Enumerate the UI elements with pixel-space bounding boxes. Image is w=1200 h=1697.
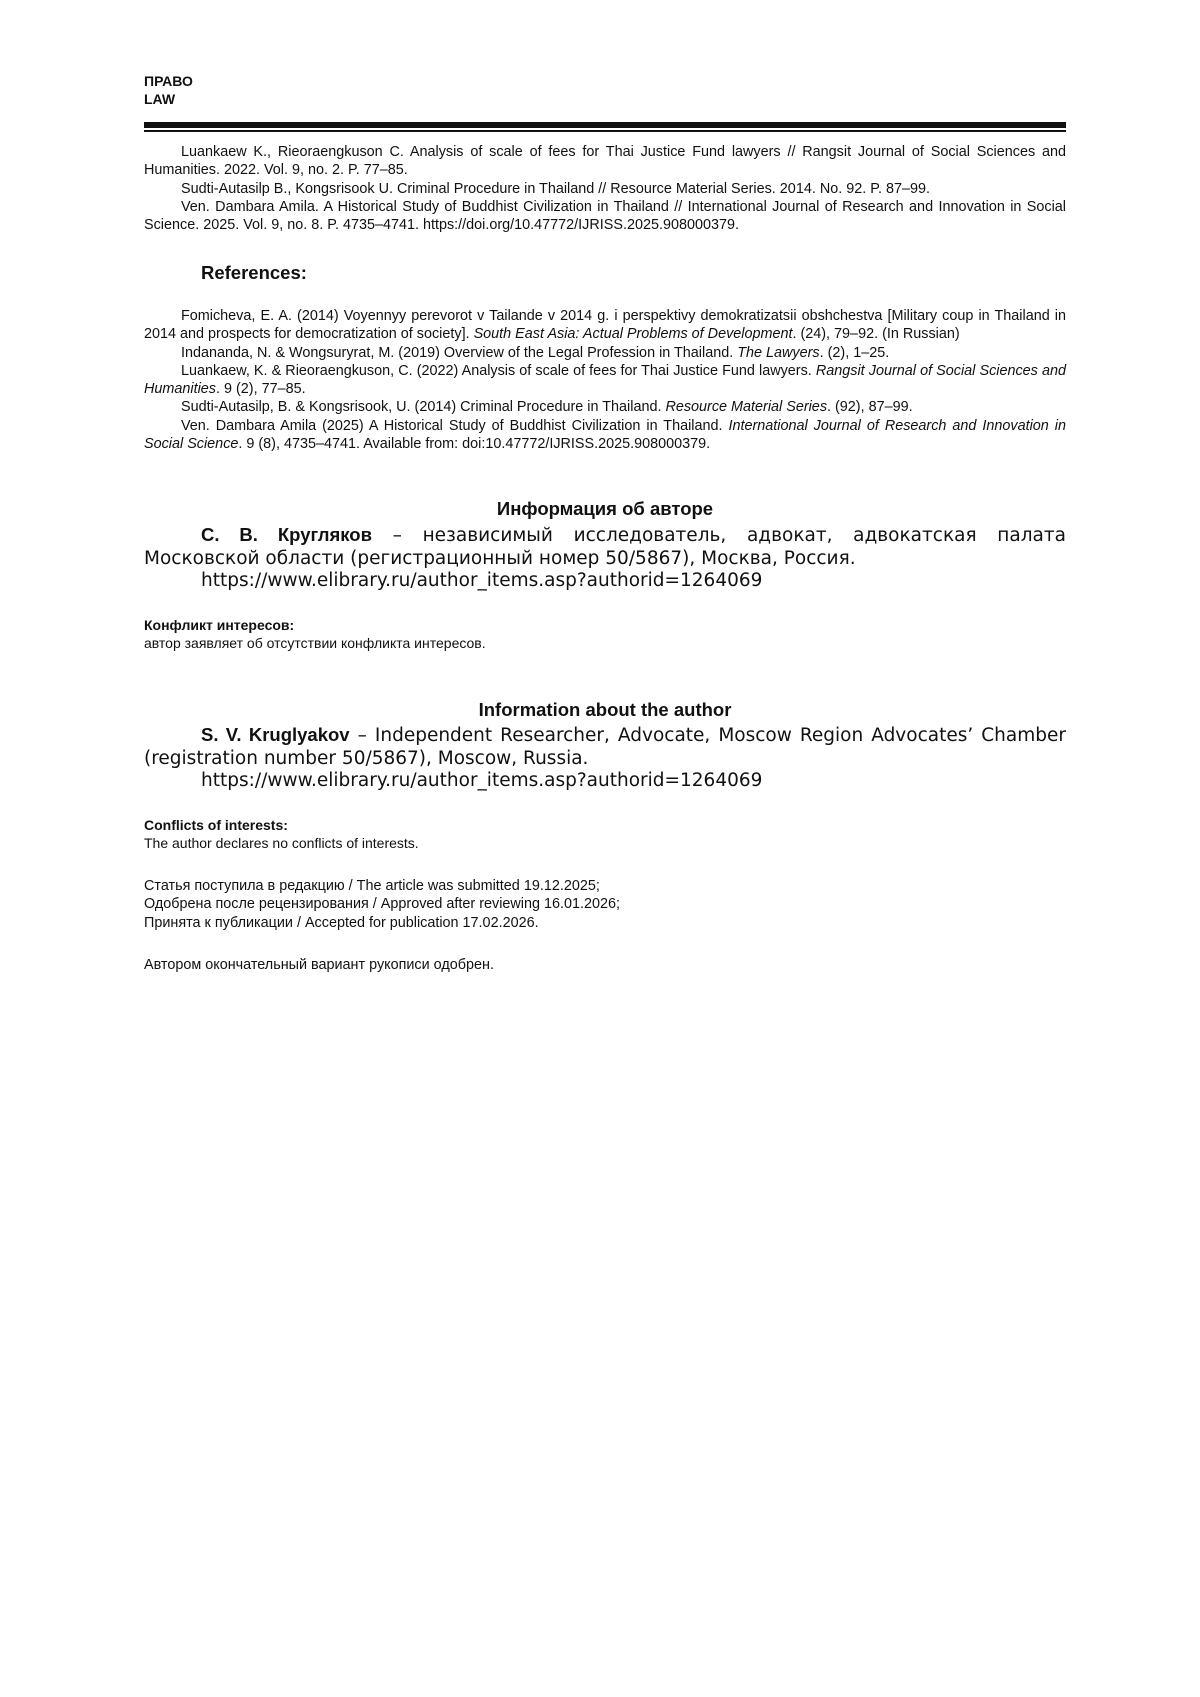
reference-journal: Rangsit Journal of Social Sciences and Humanities: [144, 362, 1066, 398]
header-section-en: LAW: [144, 91, 176, 107]
reference-text: . 9 (2), 77–85.: [215, 381, 306, 398]
references-heading: References:: [201, 262, 307, 283]
conflict-heading-ru: Конфликт интересов:: [144, 617, 295, 633]
publication-dates: [144, 877, 620, 932]
reference-item: [144, 362, 1066, 399]
author-affiliation-ru: – независимый исследователь, адвокат, адвокатская палата Московской области (регистрационный номер 50/5867), Москва, Россия.: [144, 525, 1066, 569]
reference-item: [144, 307, 1066, 344]
author-info-heading-en: Information about the author: [478, 699, 732, 720]
reference-journal: International Journal of Research and Innovation in Social Science: [144, 417, 1066, 453]
reference-item: [144, 398, 1066, 416]
date-accepted: Принята к публикации / Accepted for publication 17.02.2026.: [144, 914, 539, 931]
author-info-en: [144, 724, 1066, 793]
reference-journal: South East Asia: Actual Problems of Development: [473, 326, 793, 343]
reference-text: . (24), 79–92. (In Russian): [792, 326, 960, 343]
reference-text: Ven. Dambara Amila (2025) A Historical Study of Buddhist Civilization in Thailand.: [181, 417, 729, 434]
reference-text: . (2), 1–25.: [819, 344, 890, 361]
reference-journal: The Lawyers: [737, 344, 820, 361]
reference-text: Fomicheva, E. A. (2014) Voyennyy perevorot v Tailande v 2014 g. i perspektivy demokratizatsii obshchestva [Military coup in Thailand in 2014 and prospects for democratization of society].: [144, 308, 1066, 343]
header-rule-thick: [144, 122, 1066, 128]
author-profile-link-ru[interactable]: https://www.elibrary.ru/author_items.asp?authorid=1264069: [201, 570, 763, 591]
author-info-heading-ru: Информация об авторе: [496, 498, 714, 519]
author-info-ru: [144, 524, 1066, 593]
reference-text: Sudti-Autasilp, B. & Kongsrisook, U. (2014) Criminal Procedure in Thailand.: [181, 399, 666, 416]
author-name-en: S. V. Kruglyakov: [201, 724, 350, 745]
reference-text: Luankaew, K. & Rieoraengkuson, C. (2022) Analysis of scale of fees for Thai Justice Fund lawyers.: [181, 362, 816, 379]
author-affiliation-en: – Independent Researcher, Advocate, Moscow Region Advocates’ Chamber (registration number 50/5867), Moscow, Russia.: [144, 725, 1066, 769]
reference-journal: Resource Material Series: [665, 399, 828, 416]
author-description-ru: [144, 524, 1066, 570]
reference-item: [144, 344, 1066, 362]
conflict-text-en: The author declares no conflicts of interests.: [144, 835, 419, 851]
bibliography-list: [144, 143, 1066, 234]
running-header: [144, 72, 193, 108]
reference-text: . (92), 87–99.: [827, 399, 913, 416]
bibliography-item: Luankaew K., Rieoraengkuson C. Analysis of scale of fees for Thai Justice Fund lawyers // Rangsit Journal of Social Sciences and Humanities. 2022. Vol. 9, no. 2. P. 77–85.: [144, 144, 1066, 179]
reference-text: Indananda, N. & Wongsuryrat, M. (2019) Overview of the Legal Profession in Thailand.: [181, 344, 738, 361]
date-approved: Одобрена после рецензирования / Approved after reviewing 16.01.2026;: [144, 896, 621, 913]
author-name-ru: С. В. Кругляков: [201, 524, 372, 545]
header-rule-thin: [144, 130, 1066, 132]
final-approval-note: Автором окончательный вариант рукописи одобрен.: [144, 957, 494, 973]
author-description-en: [144, 724, 1066, 770]
reference-text: . 9 (8), 4735–4741. Available from: doi:10.47772/IJRISS.2025.908000379.: [238, 436, 711, 453]
bibliography-item: Ven. Dambara Amila. A Historical Study of Buddhist Civilization in Thailand // International Journal of Research and Innovation in Social Science. 2025. Vol. 9, no. 8. P. 4735–4741. https://doi.org/10.47772/IJRISS.2025.908000379.: [144, 198, 1066, 234]
conflict-heading-en: Conflicts of interests:: [144, 817, 288, 833]
date-submitted: Статья поступила в редакцию / The article was submitted 19.12.2025;: [144, 878, 600, 894]
conflict-text-ru: автор заявляет об отсутствии конфликта интересов.: [144, 635, 486, 651]
header-section-ru: ПРАВО: [144, 73, 193, 89]
bibliography-item: Sudti-Autasilp B., Kongsrisook U. Criminal Procedure in Thailand // Resource Material Series. 2014. No. 92. P. 87–99.: [181, 180, 930, 197]
author-profile-link-en[interactable]: https://www.elibrary.ru/author_items.asp?authorid=1264069: [201, 770, 763, 791]
reference-item: [144, 417, 1066, 454]
references-list: [144, 307, 1066, 453]
